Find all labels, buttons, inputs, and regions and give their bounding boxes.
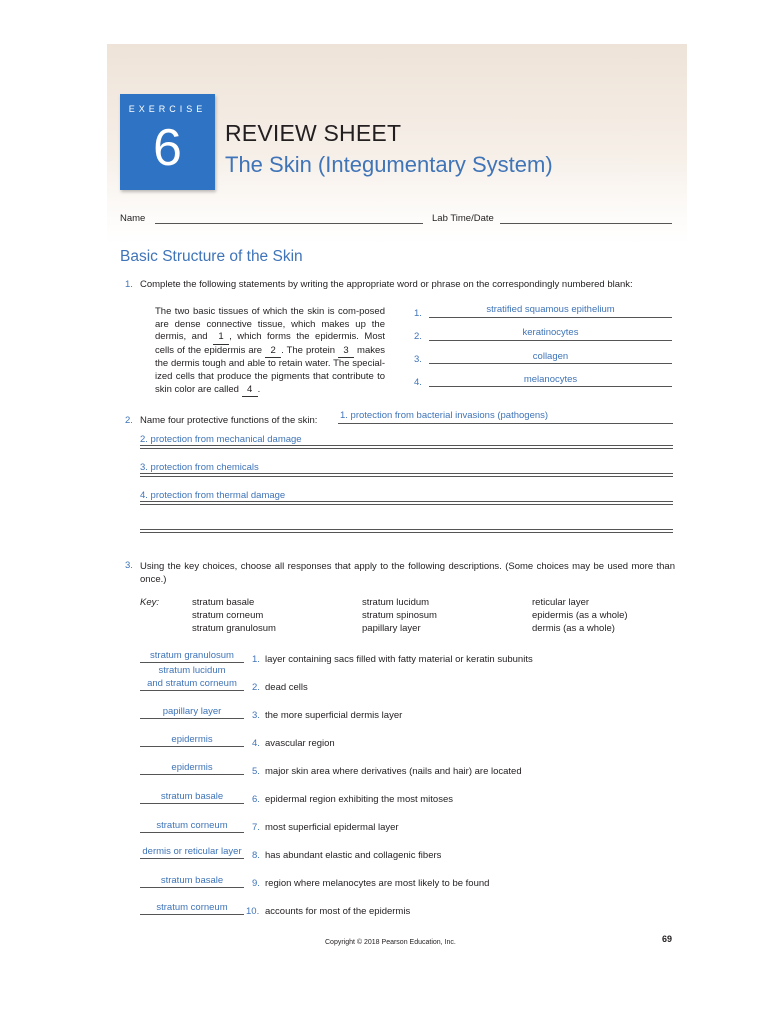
worksheet-page <box>107 44 687 970</box>
q1-answer-4-line <box>429 386 672 387</box>
q1-blank-2: 2 <box>265 345 281 359</box>
q3-item-5-text: major skin area where derivatives (nails and hair) are located <box>265 766 522 777</box>
q3-answer-2-line <box>140 690 244 691</box>
q2-extra-line[interactable] <box>140 529 673 533</box>
q1-text-4: makes the dermis tough and able to retain water. The special-ized cells that produce the pigments that contribute to skin color are called <box>155 344 386 395</box>
q3-answer-9[interactable]: stratum basale <box>160 875 224 886</box>
key-choice: reticular layer <box>532 597 590 608</box>
q3-answer-3-line <box>140 718 244 719</box>
q1-number: 1. <box>125 279 133 290</box>
q3-item-1-number: 1. <box>252 654 260 665</box>
q3-answer-10-line <box>140 914 244 915</box>
key-column-2 <box>362 596 437 635</box>
q1-paragraph <box>155 306 385 397</box>
q2-answer-1-line <box>338 423 673 424</box>
section-heading: Basic Structure of the Skin <box>120 248 303 265</box>
q3-item-10-number: 10. <box>246 906 260 917</box>
q3-answer-4[interactable]: epidermis <box>171 734 213 745</box>
key-choice: stratum basale <box>192 597 255 608</box>
q2-answer-4-line <box>140 501 673 505</box>
q1-prompt: Complete the following statements by writing the appropriate word or phrase on the correspondingly numbered blank: <box>140 279 633 290</box>
q1-answer-2[interactable]: keratinocytes <box>522 327 579 338</box>
q3-answer-4-line <box>140 746 244 747</box>
key-column-1 <box>192 596 276 635</box>
q1-answer-4[interactable]: melanocytes <box>523 374 578 385</box>
q3-number: 3. <box>125 560 133 571</box>
q3-answer-8-line <box>140 858 244 859</box>
q3-item-4-text: avascular region <box>265 738 335 749</box>
q3-item-1-text: layer containing sacs filled with fatty material or keratin subunits <box>265 654 533 665</box>
q3-item-3-text: the more superficial dermis layer <box>265 710 403 721</box>
q3-answer-5[interactable]: epidermis <box>171 762 213 773</box>
q1-answer-2-number: 2. <box>414 331 422 342</box>
q3-answer-1[interactable]: stratum granulosum <box>150 650 234 661</box>
exercise-label: EXERCISE <box>128 104 207 114</box>
q2-answer-4[interactable]: 4. protection from thermal damage <box>140 490 286 501</box>
q3-item-9-number: 9. <box>252 878 260 889</box>
q3-answer-10[interactable]: stratum corneum <box>156 902 228 913</box>
q1-blank-4: 4 <box>242 384 258 398</box>
q3-answer-9-line <box>140 887 244 888</box>
q2-answer-2-line <box>140 445 673 449</box>
page-title: REVIEW SHEET <box>225 120 402 146</box>
q1-answer-1-number: 1. <box>414 308 422 319</box>
key-choice: stratum corneum <box>192 610 264 621</box>
q2-prompt: Name four protective functions of the skin: <box>140 415 318 426</box>
q3-item-4-number: 4. <box>252 738 260 749</box>
q3-item-5-number: 5. <box>252 766 260 777</box>
key-choice: stratum lucidum <box>362 597 430 608</box>
q3-item-8-text: has abundant elastic and collagenic fibers <box>265 850 442 861</box>
q3-item-10-text: accounts for most of the epidermis <box>265 906 411 917</box>
key-choice: stratum granulosum <box>192 623 276 634</box>
q1-text-3: . The protein <box>281 344 335 356</box>
key-choice: papillary layer <box>362 623 421 634</box>
q1-answer-1-line <box>429 317 672 318</box>
key-label: Key: <box>140 597 160 608</box>
exercise-badge <box>120 94 215 190</box>
q1-text-5: . <box>257 383 261 395</box>
q3-item-6-text: epidermal region exhibiting the most mitoses <box>265 794 453 805</box>
q3-answer-1-line <box>140 662 244 663</box>
q3-item-7-text: most superficial epidermal layer <box>265 822 399 833</box>
q1-answer-4-number: 4. <box>414 377 422 388</box>
q3-answer-6[interactable]: stratum basale <box>160 791 224 802</box>
copyright-notice: Copyright © 2018 Pearson Education, Inc. <box>325 939 456 946</box>
exercise-number: 6 <box>153 119 182 177</box>
q1-answer-2-line <box>429 340 672 341</box>
q1-answer-3-line <box>429 363 672 364</box>
q3-item-9-text: region where melanocytes are most likely to be found <box>265 878 490 889</box>
q3-answer-8[interactable]: dermis or reticular layer <box>142 846 242 857</box>
key-choice: stratum spinosum <box>362 610 437 621</box>
key-column-3 <box>532 596 628 635</box>
lab-time-label: Lab Time/Date <box>432 213 494 224</box>
page-subtitle: The Skin (Integumentary System) <box>225 152 553 177</box>
q1-text-1: The two basic tissues of which the skin is com-posed are dense connective tissue, which makes up the dermis, and <box>155 306 385 343</box>
q1-answer-1[interactable]: stratified squamous epithelium <box>486 304 615 315</box>
q3-answer-3[interactable]: papillary layer <box>162 706 222 717</box>
q3-item-8-number: 8. <box>252 850 260 861</box>
key-choice: epidermis (as a whole) <box>532 610 628 621</box>
name-label: Name <box>120 213 146 224</box>
key-choice: dermis (as a whole) <box>532 623 615 634</box>
q3-item-2-text: dead cells <box>265 682 308 693</box>
q3-answer-2-continued[interactable]: and stratum corneum <box>147 678 237 689</box>
q3-answer-7[interactable]: stratum corneum <box>156 820 228 831</box>
q1-blank-1: 1 <box>213 331 229 345</box>
q2-number: 2. <box>125 415 133 426</box>
page-number: 69 <box>662 934 673 944</box>
q1-text-2: , which forms the epidermis. Most cells of the epidermis are <box>155 331 385 356</box>
q3-item-2-number: 2. <box>252 682 260 693</box>
q3-answer-5-line <box>140 774 244 775</box>
q2-answer-3[interactable]: 3. protection from chemicals <box>140 462 259 473</box>
q3-item-6-number: 6. <box>252 794 260 805</box>
name-field-line[interactable] <box>155 223 423 224</box>
q1-blank-3: 3 <box>338 345 354 359</box>
q3-answer-7-line <box>140 832 244 833</box>
q3-answer-6-line <box>140 803 244 804</box>
q3-item-3-number: 3. <box>252 710 260 721</box>
q2-answer-3-line <box>140 473 673 477</box>
lab-time-field-line[interactable] <box>500 223 672 224</box>
q1-answer-3[interactable]: collagen <box>532 351 569 362</box>
q2-answer-1[interactable]: 1. protection from bacterial invasions (pathogens) <box>340 410 549 421</box>
q2-answer-2[interactable]: 2. protection from mechanical damage <box>140 434 302 445</box>
q1-answer-3-number: 3. <box>414 354 422 365</box>
q3-prompt: Using the key choices, choose all responses that apply to the following descriptions. (Some choices may be used more than once.) <box>140 561 675 585</box>
q3-answer-2[interactable]: stratum lucidum <box>158 665 226 676</box>
q3-item-7-number: 7. <box>252 822 260 833</box>
